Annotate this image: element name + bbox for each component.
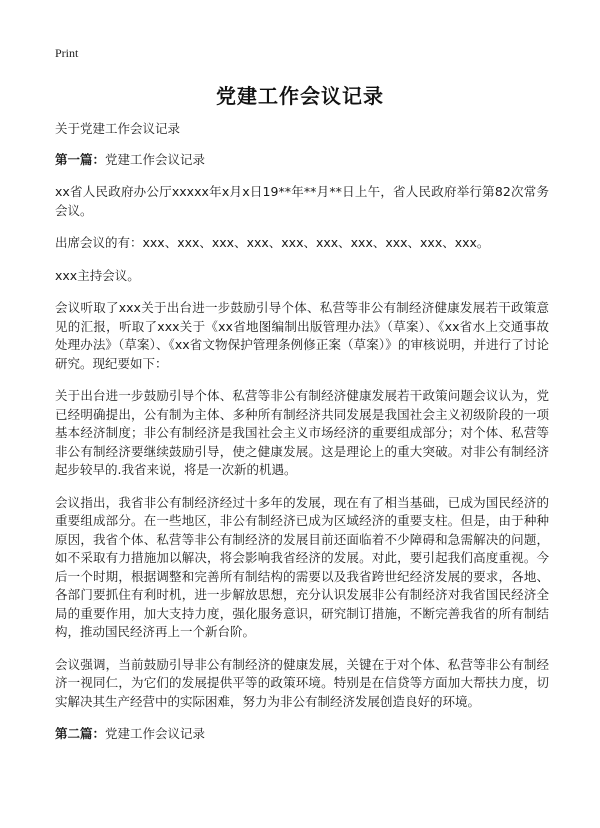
document-body [55,120,549,758]
paragraph-meeting-date: xx省人民政府办公厅xxxxx年x月x日19**年**月**日上午，省人民政府举行第82次常务会议。 [55,184,549,218]
paragraph-agenda: 会议听取了xxx关于出台进一步鼓励引导个体、私营等非公有制经济健康发展若干政策意见的汇报，听取了xxx关于《xx省地图编制出版管理办法》（草案）、《xx省水上交通事故处理办法》（草案）、《xx省文物保护管理条例修正案（草案）》的审核说明，并进行了讨论研究。现纪要如下： [55,300,549,371]
document-subtitle: 关于党建工作会议记录 [55,121,181,136]
section-title-2: 党建工作会议记录 [105,726,206,741]
section-number-1: 第一篇： [55,151,106,167]
paragraph-policy-view: 关于出台进一步鼓励引导个体、私营等非公有制经济健康发展若干政策问题会议认为，党已经明确提出，公有制为主体、多种所有制经济共同发展是我国社会主义初级阶段的一项基本经济制度；非公有制经济是我国社会主义市场经济的重要组成部分；对个体、私营等非公有制经济要继续鼓励引导，使之健康发展。这是理论上的重大突破。对非公有制经济起步较早的.我省来说，将是一次新的机遇。 [55,388,549,477]
page-title: 党建工作会议记录 [216,84,384,108]
section-heading-1 [55,151,549,170]
print-label: Print [55,46,79,60]
paragraph-meeting-points: 会议指出，我省非公有制经济经过十多年的发展，现在有了相当基础，已成为国民经济的重要组成部分。在一些地区，非公有制经济已成为区域经济的重要支柱。但是，由于种种原因，我省个体、私营等非公有制经济的发展目前还面临着不少障碍和急需解决的问题，如不采取有力措施加以解决，将会影响我省经济的发展。对此，要引起我们高度重视。今后一个时期，根据调整和完善所有制结构的需要以及我省跨世纪经济发展的要求，各地、各部门要抓住有利时机，进一步解放思想，充分认识发展非公有制经济对我省国民经济全局的重要作用，加大支持力度，强化服务意识，研究制订措施，不断完善我省的所有制结构，推动国民经济再上一个新台阶。 [55,494,549,639]
section-heading-2 [55,725,549,744]
paragraph-meeting-emphasis: 会议强调，当前鼓励引导非公有制经济的健康发展，关键在于对个体、私营等非公有制经济一视同仁，为它们的发展提供平等的政策环境。特别是在信贷等方面加大帮扶力度，切实解决其生产经营中的实际困难，努力为非公有制经济发展创造良好的环境。 [55,656,549,709]
paragraph-chair: xxx主持会议。 [55,267,140,283]
paragraph-attendees: 出席会议的有：xxx、xxx、xxx、xxx、xxx、xxx、xxx、xxx、xxx、xxx。 [55,235,490,250]
section-title-1: 党建工作会议记录 [105,151,206,167]
section-number-2: 第二篇： [55,726,106,741]
